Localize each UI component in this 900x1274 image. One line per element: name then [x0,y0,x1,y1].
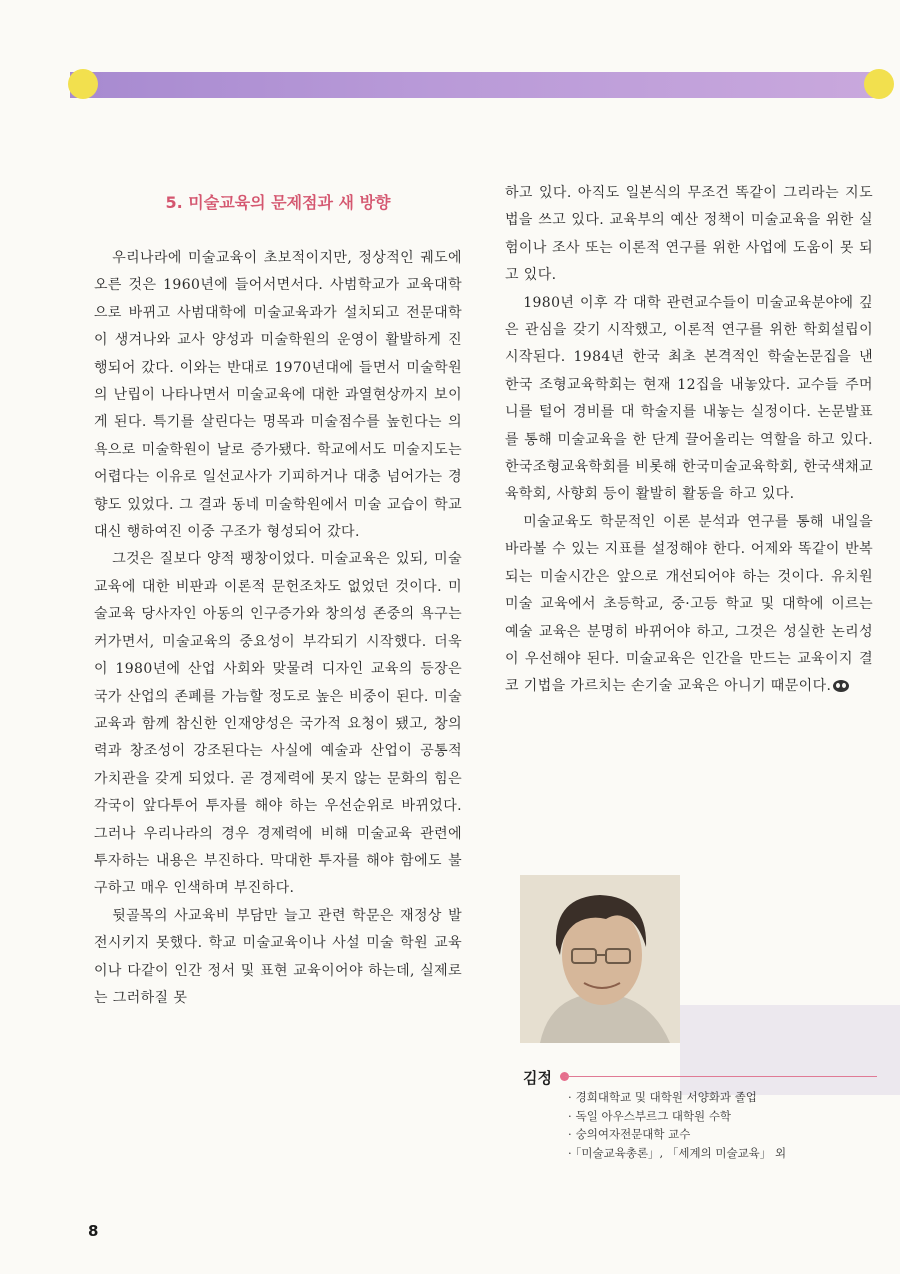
body-paragraph-4: 1980년 이후 각 대학 관련교수들이 미술교육분야에 깊은 관심을 갖기 시작했고, 이론적 연구를 위한 학회설립이 시작된다. 1984년 한국 최초 본격적인 학술논문집을 낸 한국 조형교육학회는 현재 12집을 내놓았다. 교수들 주머니를 털어 경비를 대 학술지를 내놓는 실정이다. 논문발표를 통해 미술교육을 한 단계 끌어올리는 역할을 하고 있다. 한국조형교육학회를 비롯해 한국미술교육학회, 한국색채교육학회, 사향회 등이 활발히 활동을 하고 있다. [505,294,873,503]
author-photo [520,875,680,1043]
body-paragraph-1: 우리나라에 미술교육이 초보적이지만, 정상적인 궤도에 오른 것은 1960년에 들어서면서다. 사범학교가 교육대학으로 바뀌고 사범대학에 미술교육과가 설치되고 전문대학이 생겨나와 교사 양성과 미술학원의 운영이 활발하게 진행되어 갔다. 이와는 반대로 1970년대에 들면서 미술학원의 난립이 나타나면서 미술교육에 대한 과열현상까지 보이게 된다. 특기를 살린다는 명목과 미술점수를 높힌다는 의욕으로 미술학원이 날로 증가됐다. 학교에서도 미술지도는 어렵다는 이유로 일선교사가 기피하거나 대충 넘어가는 경향도 있었다. 그 결과 동네 미술학원에서 미술 교습이 학교 대신 행하여진 이중 구조가 형성되어 갔다. [94,250,462,541]
top-decorative-band [70,72,880,98]
author-name-line [565,1076,877,1077]
author-name: 김정 [523,1069,552,1087]
section-title: 5. 미술교육의 문제점과 새 방향 [165,193,391,212]
cv-item: · 숭의여자전문대학 교수 [568,1125,888,1144]
band-right-dot [864,69,894,99]
left-column [94,180,462,1012]
cv-item: · 경희대학교 및 대학원 서양화과 졸업 [568,1088,888,1107]
end-of-article-mark-icon [833,680,849,692]
final-paragraph-text: 미술교육도 학문적인 이론 분석과 연구를 통해 내일을 바라볼 수 있는 지표를 설정해야 한다. 어제와 똑같이 반복되는 미술시간은 앞으로 개선되어야 하는 것이다. 유치원 미술 교육에서 초등학교, 중·고등 학교 및 대학에 이르는 예술 교육은 분명히 바뀌어야 하고, 그것은 성실한 논리성이 우선해야 된다. 미술교육은 인간을 만드는 교육이지 결코 기법을 가르치는 손기술 교육은 아니기 때문이다. [505,513,873,695]
body-paragraph-5 [505,509,873,701]
author-area [505,875,900,1095]
cv-item: · 「미술교육총론」, 「세계의 미술교육」 외 [568,1144,888,1163]
body-paragraph-continued: 하고 있다. 아직도 일본식의 무조건 똑같이 그리라는 지도법을 쓰고 있다. 교육부의 예산 정책이 미술교육을 위한 실험이나 조사 또는 이론적 연구를 위한 사업에 도움이 못 되고 있다. [505,185,873,284]
right-column [505,180,873,701]
body-paragraph-3: 뒷골목의 사교육비 부담만 늘고 관련 학문은 재정상 발전시키지 못했다. 학교 미술교육이나 사설 미술 학원 교육이나 다같이 인간 정서 및 표현 교육이어야 하는데, 실제로는 그러하질 못 [94,907,462,1006]
cv-item: · 독일 아우스부르그 대학원 수학 [568,1107,888,1126]
author-cv-list [568,1088,888,1162]
band-left-dot [68,69,98,99]
body-paragraph-2: 그것은 질보다 양적 팽창이었다. 미술교육은 있되, 미술교육에 대한 비판과 이론적 문헌조차도 없었던 것이다. 미술교육 당사자인 아동의 인구증가와 창의성 존중의 욕구는 커가면서, 미술교육의 중요성이 부각되기 시작했다. 더욱이 1980년에 산업 사회와 맞물려 디자인 교육의 등장은 국가 산업의 존폐를 가늠할 정도로 높은 비중이 된다. 미술교육과 함께 참신한 인재양성은 국가적 요청이 됐고, 창의력과 창조성이 강조된다는 사실에 예술과 산업이 공통적 가치관을 갖게 되었다. 곧 경제력에 못지 않는 문화의 힘은 각국이 앞다투어 투자를 해야 하는 우선순위로 바뀌었다. 그러나 우리나라의 경우 경제력에 비해 미술교육 관련에 투자하는 내용은 부진하다. 막대한 투자를 해야 함에도 불구하고 매우 인색하며 부진하다. [94,551,462,897]
author-box-shade [680,1005,900,1095]
page-number: 8 [88,1222,99,1240]
